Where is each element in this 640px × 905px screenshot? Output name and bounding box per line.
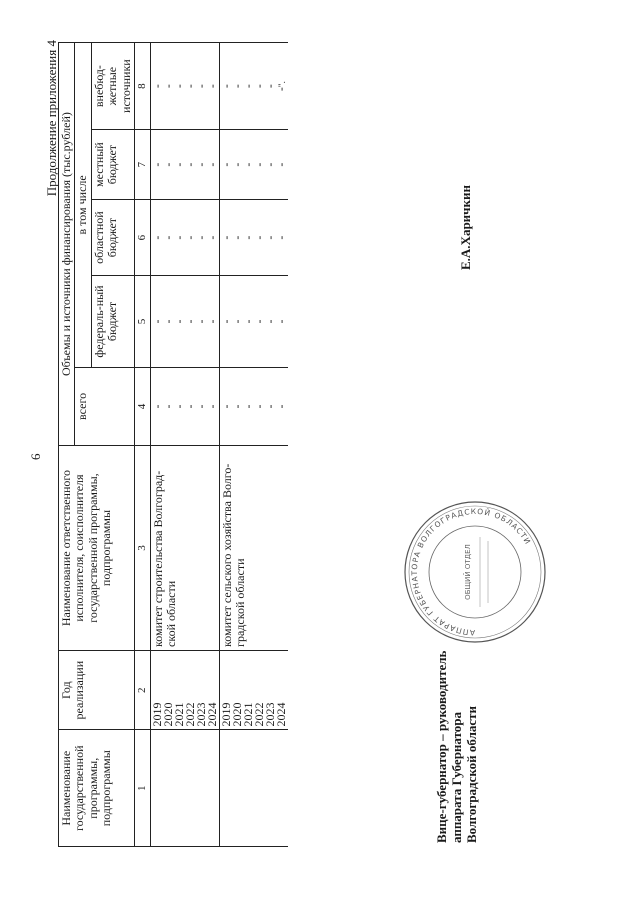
header-local: местный бюджет [91, 130, 134, 200]
value-cell-federal: - - - - - - [150, 276, 219, 368]
table-row [219, 43, 288, 847]
executor-name: комитет сельского хозяйства Волго-градской области [219, 446, 288, 651]
column-number: 5 [135, 276, 150, 368]
closing-quote: ". [276, 81, 287, 88]
svg-text:АППАРАТ ГУБЕРНАТОРА ВОЛГОГРАДС: АППАРАТ ГУБЕРНАТОРА ВОЛГОГРАДСКОЙ ОБЛАСТИ [409, 506, 533, 638]
value-cell-federal: - - - - - - [219, 276, 288, 368]
continuation-label: Продолжение приложения 4 [44, 40, 59, 197]
header-including: в том числе [75, 43, 91, 368]
executor-name: комитет строительства Волгоград-ской области [150, 446, 219, 651]
signatory-title: Вице-губернатор – руководитель аппарата Губернатора Волгоградской области [434, 650, 479, 843]
header-regional: областной бюджет [91, 199, 134, 275]
header-program: Наименование государственной программы, подпрограммы [59, 730, 135, 847]
signatory-name: Е.А.Харичкин [458, 185, 473, 270]
official-seal [400, 497, 550, 647]
column-number: 7 [135, 130, 150, 200]
header-executor: Наименование ответственного исполнителя, соисполнителя государственной программы, подпрограммы [59, 446, 135, 651]
value-cell-regional: - - - - - - [150, 199, 219, 275]
column-number: 6 [135, 199, 150, 275]
value-cell-extrabudget: - - - - - -". [219, 43, 288, 130]
value-cell-extrabudget: - - - - - - [150, 43, 219, 130]
svg-text:ОБЩИЙ ОТДЕЛ: ОБЩИЙ ОТДЕЛ [464, 544, 472, 600]
column-number: 8 [135, 43, 150, 130]
value-cell-local: - - - - - - [150, 130, 219, 200]
column-numbers-row [135, 43, 150, 847]
table-row [150, 43, 219, 847]
column-number: 3 [135, 446, 150, 651]
header-year: Год реализации [59, 650, 135, 730]
column-number: 1 [135, 730, 150, 847]
funding-table [58, 42, 288, 847]
years-cell: 2019 2020 2021 2022 2023 2024 [219, 650, 288, 730]
column-number: 4 [135, 367, 150, 445]
value-cell-regional: - - - - - - [219, 199, 288, 275]
header-total: всего [75, 367, 135, 445]
column-number: 2 [135, 650, 150, 730]
value-cell-local: - - - - - - [219, 130, 288, 200]
header-extrabudget: внебюд-жетные источники [91, 43, 134, 130]
header-federal: федераль-ный бюджет [91, 276, 134, 368]
header-funding: Объемы и источники финансирования (тыс.рублей) [59, 43, 75, 446]
page-number: 6 [28, 453, 43, 460]
value-cell-total: - - - - - - [150, 367, 219, 445]
value-cell-total: - - - - - - [219, 367, 288, 445]
years-cell: 2019 2020 2021 2022 2023 2024 [150, 650, 219, 730]
